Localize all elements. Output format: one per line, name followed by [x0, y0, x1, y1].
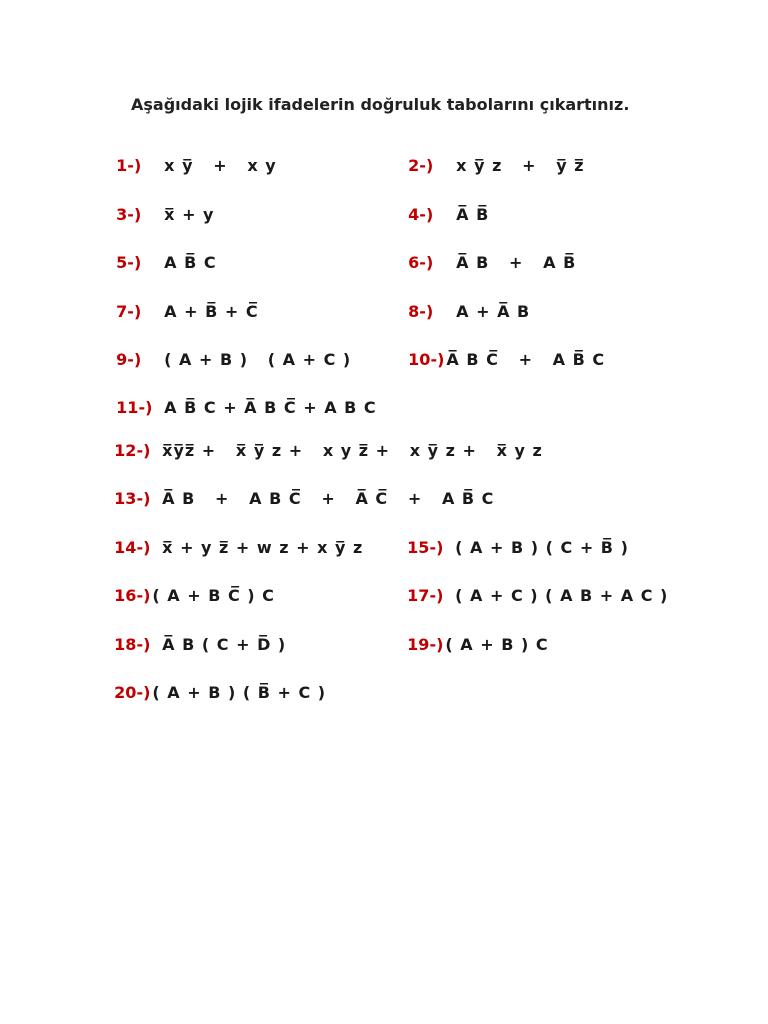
problem-number: 20-) [114, 683, 151, 702]
problem-number: 11-) [116, 398, 153, 417]
problem-14 [104, 518, 363, 558]
problem-number: 18-) [114, 635, 151, 654]
problem-3 [106, 185, 214, 225]
problem-number: 15-) [407, 538, 444, 557]
problem-number: 8-) [408, 302, 434, 321]
problem-13 [104, 469, 494, 509]
problem-18 [104, 615, 286, 655]
problem-number: 13-) [114, 489, 151, 508]
logic-expression: A B̅ C [164, 253, 217, 272]
problem-2 [398, 136, 585, 176]
problem-number: 4-) [408, 205, 434, 224]
logic-expression: ( A + B ) ( A + C ) [164, 350, 352, 369]
problem-9 [106, 330, 351, 370]
problem-7 [106, 282, 259, 322]
logic-expression: A̅ B + A B̅ [456, 253, 577, 272]
logic-expression: ( A + C ) ( A B + A C ) [455, 586, 669, 605]
problem-number: 17-) [407, 586, 444, 605]
logic-expression: ( A + B ) ( C + B̅ ) [455, 538, 629, 557]
logic-expression: A B̅ C + A̅ B C̅ + A B C [164, 398, 377, 417]
problem-number: 12-) [114, 441, 151, 460]
problem-15 [397, 518, 629, 558]
problem-6 [398, 233, 576, 273]
logic-expression: A + B̅ + C̅ [164, 302, 259, 321]
problem-1 [106, 136, 277, 176]
logic-expression: A + A̅ B [456, 302, 531, 321]
problem-12 [104, 421, 543, 461]
problem-5 [106, 233, 217, 273]
problem-number: 9-) [116, 350, 142, 369]
logic-expression: x̅ + y [164, 205, 215, 224]
problem-number: 2-) [408, 156, 434, 175]
problem-19 [397, 615, 549, 655]
problem-number: 14-) [114, 538, 151, 557]
logic-expression: A̅ B ( C + D̅ ) [162, 635, 287, 654]
logic-expression: A̅ B + A B C̅ + A̅ C̅ + A B̅ C [162, 489, 495, 508]
logic-expression: x y̅ z + y̅ z̅ [456, 156, 585, 175]
problem-11 [106, 378, 377, 418]
problem-number: 1-) [116, 156, 142, 175]
logic-expression: x̅y̅z̅ + x̅ y̅ z + x y z̅ + x y̅ z + x̅ y z [162, 441, 543, 460]
problem-20 [104, 663, 326, 703]
problem-8 [398, 282, 530, 322]
problem-16 [104, 566, 275, 606]
problem-10 [398, 330, 605, 370]
problem-4 [398, 185, 489, 225]
logic-expression: ( A + B ) ( B̅ + C ) [152, 683, 327, 702]
problem-number: 7-) [116, 302, 142, 321]
logic-expression: A̅ B C̅ + A B̅ C [446, 350, 606, 369]
logic-expression: x̅ + y z̅ + w z + x y̅ z [162, 538, 364, 557]
problem-17 [397, 566, 668, 606]
logic-expression: ( A + B C̅ ) C [152, 586, 275, 605]
problem-number: 10-) [408, 350, 445, 369]
problem-number: 6-) [408, 253, 434, 272]
problem-number: 5-) [116, 253, 142, 272]
problem-number: 16-) [114, 586, 151, 605]
problem-number: 3-) [116, 205, 142, 224]
problem-number: 19-) [407, 635, 444, 654]
logic-expression: A̅ B̅ [456, 205, 490, 224]
worksheet-title: Aşağıdaki lojik ifadelerin doğruluk tabolarını çıkartınız. [131, 95, 630, 114]
logic-expression: ( A + B ) C [445, 635, 549, 654]
logic-expression: x y̅ + x y [164, 156, 277, 175]
